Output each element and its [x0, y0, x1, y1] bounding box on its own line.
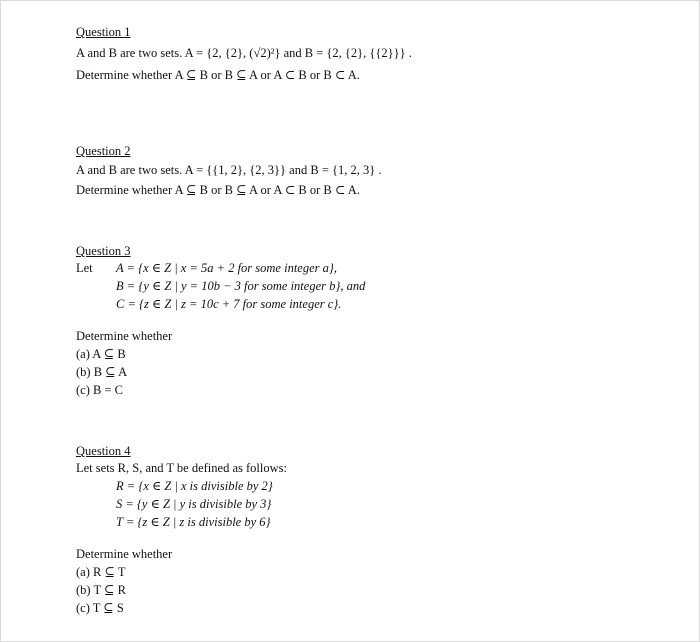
question-2-sets: A and B are two sets. A = {{1, 2}, {2, 3}} and B = {1, 2, 3} .: [76, 163, 382, 177]
question-2-title: Question 2: [76, 144, 131, 158]
question-3-let: Let: [76, 261, 93, 275]
question-3-def-c: C = {z ∈ Z | z = 10c + 7 for some integer c}.: [116, 297, 342, 311]
question-4-part-a: (a) R ⊆ T: [76, 565, 126, 579]
question-4-title: Question 4: [76, 444, 131, 458]
question-4-def-t: T = {z ∈ Z | z is divisible by 6}: [116, 515, 271, 529]
question-4: [76, 443, 287, 617]
question-4-def-r: R = {x ∈ Z | x is divisible by 2}: [116, 479, 273, 493]
question-1-title: Question 1: [76, 25, 131, 39]
question-3-part-b: (b) B ⊆ A: [76, 365, 128, 379]
question-2-prompt: Determine whether A ⊆ B or B ⊆ A or A ⊂ B or B ⊂ A.: [76, 183, 360, 197]
question-1: [76, 24, 412, 84]
question-4-part-c: (c) T ⊆ S: [76, 601, 124, 615]
question-4-def-s: S = {y ∈ Z | y is divisible by 3}: [116, 497, 272, 511]
question-4-part-b: (b) T ⊆ R: [76, 583, 126, 597]
question-3-def-b: B = {y ∈ Z | y = 10b − 3 for some integer b}, and: [116, 279, 366, 293]
question-1-prompt: Determine whether A ⊆ B or B ⊆ A or A ⊂ B or B ⊂ A.: [76, 68, 360, 82]
question-3-part-a: (a) A ⊆ B: [76, 347, 126, 361]
question-3-prompt: Determine whether: [76, 329, 173, 343]
question-2: [76, 143, 382, 199]
question-3: [76, 243, 365, 399]
question-1-sets: A and B are two sets. A = {2, {2}, (√2)²} and B = {2, {2}, {{2}}} .: [76, 46, 412, 60]
question-3-part-c: (c) B = C: [76, 383, 123, 397]
question-3-title: Question 3: [76, 244, 131, 258]
question-4-intro: Let sets R, S, and T be defined as follows:: [76, 461, 287, 475]
question-4-prompt: Determine whether: [76, 547, 173, 561]
question-3-def-a: A = {x ∈ Z | x = 5a + 2 for some integer a},: [116, 261, 338, 275]
